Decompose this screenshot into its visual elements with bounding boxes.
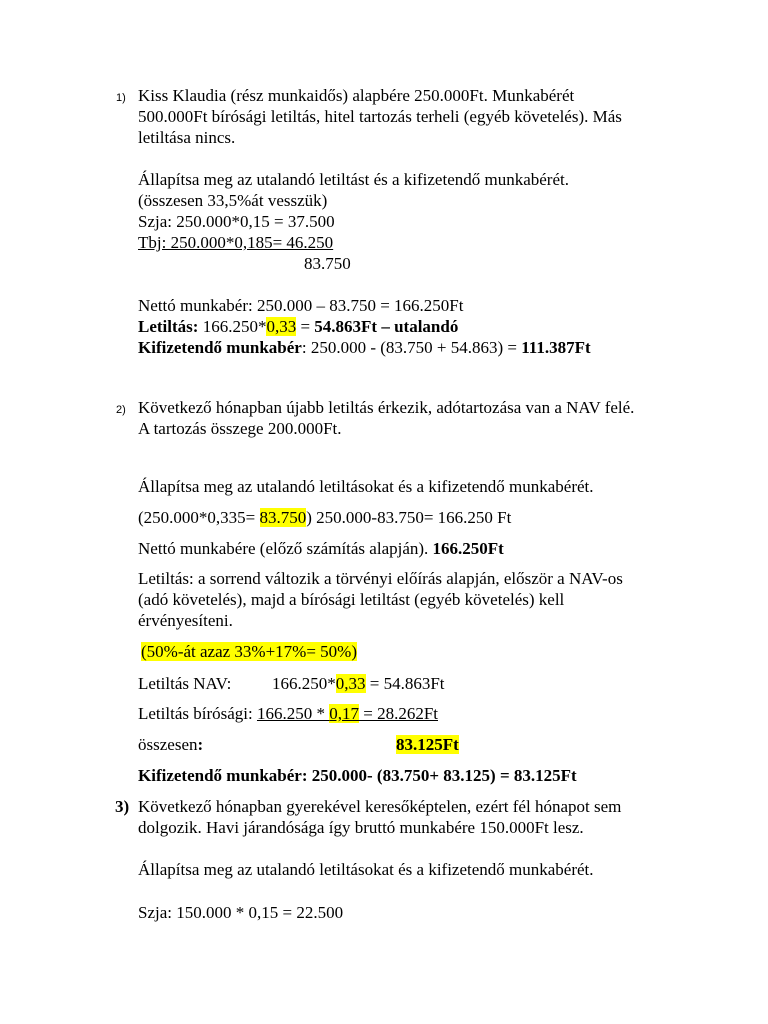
item-1-kifizetendo: [138, 338, 591, 358]
item-2-osszesen: [138, 735, 203, 755]
item-1-kifizetendo-mid: : 250.000 - (83.750 + 54.863) =: [301, 338, 522, 357]
item-2-number: 2): [116, 404, 126, 416]
item-2-nav-rate: 0,33: [335, 674, 366, 693]
item-2-birosagi-b: = 28.262Ft: [358, 704, 438, 723]
item-2-calc-b: ) 250.000-83.750= 166.250 Ft: [306, 508, 512, 527]
item-2-order-line-2: (adó követelés), majd a bírósági letiltást (egyéb követelés) kell: [138, 590, 565, 609]
item-1-sum: 83.750: [304, 254, 351, 273]
item-1-letiltas-label: Letiltás:: [138, 317, 199, 336]
item-2-kifizetendo: Kifizetendő munkabér: 250.000- (83.750+ 83.125) = 83.125Ft: [138, 766, 577, 785]
item-2-order-line-3: érvényesíteni.: [138, 611, 233, 630]
item-2-netto-text: Nettó munkabére (előző számítás alapján).: [138, 539, 433, 558]
item-2-nav-calc: [272, 674, 445, 694]
item-3-intro-line-2: dolgozik. Havi járandósága így bruttó munkabére 150.000Ft lesz.: [138, 818, 584, 837]
item-2-netto: [138, 539, 504, 559]
item-1-letiltas-rate: 0,33: [266, 317, 297, 336]
item-2-birosagi-rate: 0,17: [329, 704, 359, 723]
item-3-task: Állapítsa meg az utalandó letiltásokat és a kifizetendő munkabérét.: [138, 860, 594, 879]
item-3-number: 3): [115, 797, 130, 816]
item-1-letiltas-result: 54.863Ft – utalandó: [314, 317, 459, 336]
item-2-birosagi-label: Letiltás bírósági:: [138, 704, 257, 723]
item-2-calc: [138, 508, 511, 528]
item-2-intro-line-2: A tartozás összege 200.000Ft.: [138, 419, 342, 438]
item-2-order-line-1: Letiltás: a sorrend változik a törvényi előírás alapján, először a NAV-os: [138, 569, 623, 588]
item-1-letiltas-b: =: [296, 317, 315, 336]
item-1-kifizetendo-label: Kifizetendő munkabér: [138, 338, 302, 357]
item-2-birosagi-a: 166.250 *: [256, 704, 330, 723]
item-2-rule-text: (50%-át azaz 33%+17%= 50%): [141, 642, 358, 661]
item-2-task: Állapítsa meg az utalandó letiltásokat és a kifizetendő munkabérét.: [138, 477, 594, 496]
item-1-intro-line-2: 500.000Ft bírósági letiltás, hitel tartozás terheli (egyéb követelés). Más: [138, 107, 622, 126]
item-1-szja: Szja: 250.000*0,15 = 37.500: [138, 212, 335, 231]
item-3-szja: Szja: 150.000 * 0,15 = 22.500: [138, 903, 344, 922]
item-1-letiltas: [138, 317, 458, 337]
item-2-osszesen-value: 83.125Ft: [396, 735, 459, 754]
item-1-letiltas-a: 166.250*: [198, 317, 267, 336]
item-2-osszesen-label: összesen: [138, 735, 198, 754]
item-2-netto-value: 166.250Ft: [432, 539, 504, 558]
item-1-intro-line-3: letiltása nincs.: [138, 128, 236, 147]
item-2-nav-label: Letiltás NAV:: [138, 674, 232, 693]
item-2-rule: [141, 642, 357, 662]
item-2-calc-highlight: 83.750: [259, 508, 307, 527]
item-1-netto: Nettó munkabér: 250.000 – 83.750 = 166.250Ft: [138, 296, 464, 315]
item-2-intro-line-1: Következő hónapban újabb letiltás érkezik, adótartozása van a NAV felé.: [138, 398, 635, 417]
item-1-kifizetendo-result: 111.387Ft: [521, 338, 591, 357]
item-1-task: Állapítsa meg az utalandó letiltást és a kifizetendő munkabérét.: [138, 170, 569, 189]
item-1-number: 1): [116, 92, 126, 104]
item-2-osszesen-value-wrap: [396, 735, 459, 755]
item-2-nav-a: 166.250*: [272, 674, 336, 693]
item-2-birosagi: [138, 704, 438, 724]
item-3-intro-line-1: Következő hónapban gyerekével keresőképtelen, ezért fél hónapot sem: [138, 797, 622, 816]
item-1-intro-line-1: Kiss Klaudia (rész munkaidős) alapbére 250.000Ft. Munkabérét: [138, 86, 575, 105]
item-2-nav-b: = 54.863Ft: [365, 674, 445, 693]
item-2-calc-a: (250.000*0,335=: [138, 508, 260, 527]
item-1-note: (összesen 33,5%át vesszük): [138, 191, 328, 210]
item-2-osszesen-colon: :: [197, 735, 204, 754]
item-1-tbj: Tbj: 250.000*0,185= 46.250: [138, 233, 334, 252]
